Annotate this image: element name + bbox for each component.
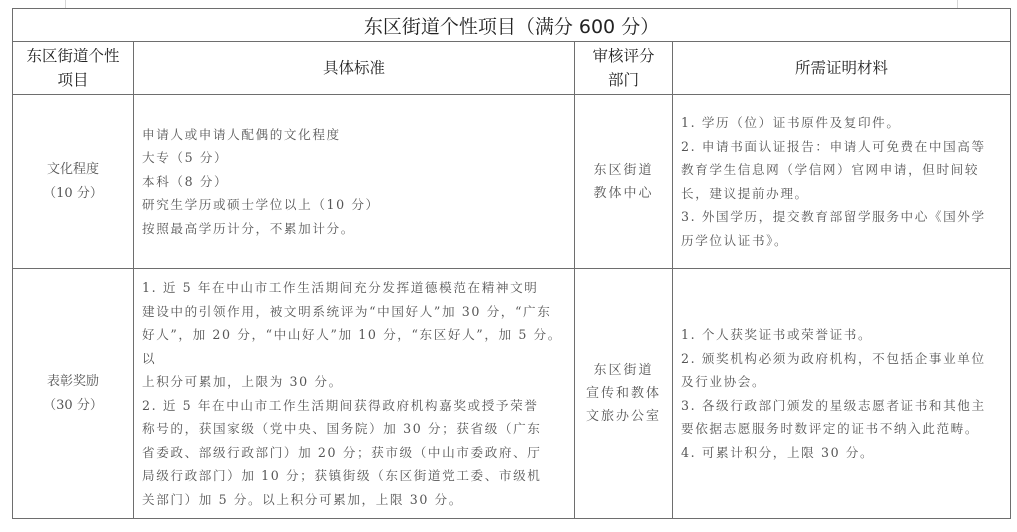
criteria-line: 省委政、部级行政部门）加 20 分；获市级（中山市委政府、厅: [142, 444, 542, 460]
item-cell: [13, 95, 134, 269]
header-item: [13, 42, 134, 95]
materials-line: 历学位认证书》。: [681, 232, 789, 248]
criteria-line: 大专（5 分）: [142, 150, 229, 166]
materials-line: 1. 个人获奖证书或荣誉证书。: [681, 327, 873, 342]
materials-line: 2. 颁奖机构必须为政府机构，不包括企事业单位: [681, 350, 986, 366]
criteria-line: 局级行政部门）加 10 分；获镇街级（东区街道党工委、市级机: [142, 468, 542, 483]
materials-line: 及行业协会。: [681, 374, 767, 389]
header-dept-line2: 部门: [607, 71, 639, 89]
criteria-line: 申请人或申请人配偶的文化程度: [142, 126, 341, 142]
materials-line: 3. 外国学历，提交教育部留学服务中心《国外学: [681, 209, 986, 224]
criteria-cell: [134, 95, 575, 269]
header-materials: 所需证明材料: [673, 42, 1011, 95]
item-score: （30 分）: [43, 397, 103, 413]
dept-line: 文旅办公室: [585, 409, 661, 424]
materials-line: 1. 学历（位）证书原件及复印件。: [681, 115, 901, 130]
materials-cell: [673, 95, 1011, 269]
materials-line: 3. 各级行政部门颁发的星级志愿者证书和其他主: [681, 397, 986, 413]
item-name: 表彰奖励: [46, 373, 99, 389]
personalized-items-table: [12, 8, 1011, 519]
table-row-education: [13, 95, 1011, 269]
criteria-line: 研究生学历或硕士学位以上（10 分）: [142, 197, 380, 213]
dept-line: 东区街道: [593, 363, 654, 378]
criteria-line: 建设中的引领作用，被文明系统评为“中国好人”加 30 分，“广东: [142, 303, 552, 319]
dept-line: 东区街道: [593, 162, 654, 178]
header-item-line2: 项目: [57, 71, 89, 89]
materials-line: 4. 可累计积分，上限 30 分。: [681, 444, 875, 460]
criteria-cell: [134, 269, 575, 519]
materials-line: 教育学生信息网（学信网）官网申请，但时间较: [681, 162, 980, 177]
header-dept: [575, 42, 673, 95]
materials-line: 2. 申请书面认证报告：申请人可免费在中国高等: [681, 138, 986, 154]
table-title: 东区街道个性项目（满分 600 分）: [13, 9, 1011, 42]
criteria-line: 称号的，获国家级（党中央、国务院）加 30 分；获省级（广东: [142, 421, 542, 436]
table-title-row: [13, 9, 1011, 42]
materials-line: 长，建议提前办理。: [681, 185, 809, 201]
dept-cell: [575, 269, 673, 519]
criteria-line: 2. 近 5 年在中山市工作生活期间获得政府机构嘉奖或授予荣誉: [142, 397, 539, 413]
header-dept-line1: 审核评分: [592, 47, 655, 65]
criteria-line: 上积分可累加，上限为 30 分。: [142, 374, 343, 389]
criteria-line: 1. 近 5 年在中山市工作生活期间充分发挥道德模范在精神文明: [142, 280, 539, 295]
table-row-awards: [13, 269, 1011, 519]
header-item-line1: 东区街道个性: [26, 47, 120, 65]
materials-line: 要依据志愿服务时数评定的证书不纳入此范畴。: [681, 421, 980, 436]
item-score: （10 分）: [43, 185, 103, 201]
header-criteria: 具体标准: [134, 42, 575, 95]
materials-cell: [673, 269, 1011, 519]
criteria-line: 好人”，加 20 分，“中山好人”加 10 分，“东区好人”，加 5 分。以: [142, 327, 562, 366]
criteria-line: 按照最高学历计分，不累加计分。: [142, 220, 355, 236]
table-header-row: [13, 42, 1011, 95]
dept-line: 宣传和教体: [585, 386, 661, 401]
criteria-line: 本科（8 分）: [142, 173, 229, 189]
criteria-line: 关部门）加 5 分。以上积分可累加，上限 30 分。: [142, 491, 463, 507]
item-cell: [13, 269, 134, 519]
dept-cell: [575, 95, 673, 269]
item-name: 文化程度: [46, 161, 99, 177]
dept-line: 教体中心: [593, 185, 654, 201]
